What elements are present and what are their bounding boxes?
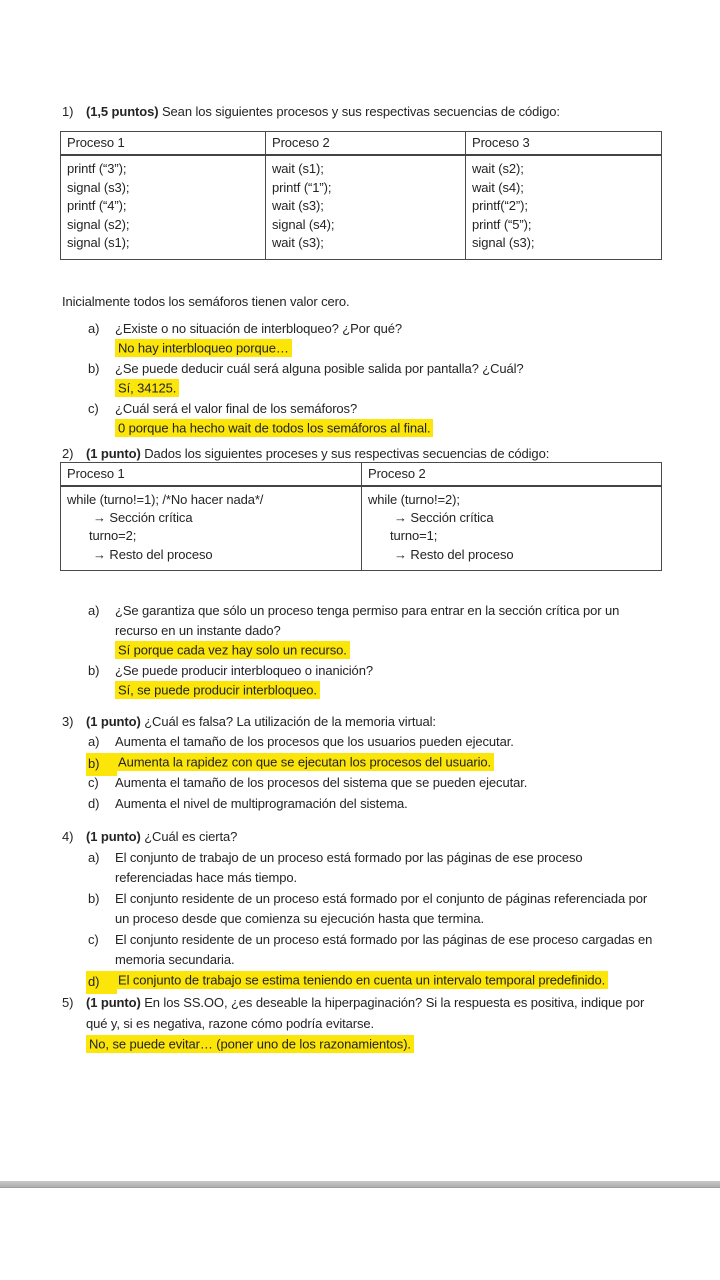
- option-4a-text: El conjunto de trabajo de un proceso está formado por las páginas de ese proceso referenciadas hace más tiempo.: [115, 849, 583, 886]
- code-line: printf (“4”);: [67, 198, 127, 214]
- option-3b: [62, 753, 662, 774]
- code-line: printf(“2”);: [472, 198, 528, 214]
- option-4c: [62, 930, 662, 971]
- table-1-header-proceso-2: Proceso 2: [266, 132, 466, 156]
- question-2-text: Dados los siguientes proceses y sus respectivas secuencias de código:: [144, 445, 550, 461]
- question-2: [62, 445, 662, 701]
- subquestion-1b-text: ¿Se puede deducir cuál será alguna posible salida por pantalla? ¿Cuál?: [115, 360, 524, 376]
- answer-highlight: No, se puede evitar… (poner uno de los razonamientos).: [86, 1035, 414, 1053]
- subquestion-1a: [62, 319, 662, 359]
- question-5-answer: [62, 1034, 662, 1055]
- code-line: wait (s3);: [272, 198, 324, 214]
- question-3-number: 3): [62, 713, 74, 729]
- code-line: signal (s3);: [472, 235, 535, 251]
- option-3a-text: Aumenta el tamaño de los procesos que los usuarios pueden ejecutar.: [115, 734, 514, 750]
- option-3a-label: a): [88, 734, 100, 750]
- question-3-heading: [62, 712, 662, 733]
- table-2-body-row: [61, 486, 662, 570]
- question-4-text: ¿Cuál es cierta?: [144, 829, 238, 845]
- code-line: signal (s3);: [67, 179, 130, 195]
- code-line: → Resto del proceso: [93, 546, 213, 562]
- question-2-number: 2): [62, 445, 74, 461]
- subquestion-2a-text: ¿Se garantiza que sólo un proceso tenga permiso para entrar en la sección crítica por un recurso en un instante dado?: [115, 602, 620, 638]
- code-line: printf (“5”);: [472, 216, 532, 232]
- code-line: signal (s1);: [67, 235, 130, 251]
- table-1-proceso-3-code: [466, 155, 662, 259]
- subquestion-1b-label: b): [88, 360, 100, 376]
- table-1-proceso-1-code: [61, 155, 266, 259]
- option-4b-text: El conjunto residente de un proceso está formado por el conjunto de páginas referenciada por un proceso desde que comienza su ejecución hasta que termina.: [115, 890, 648, 927]
- question-5-text: En los SS.OO, ¿es deseable la hiperpaginación? Si la respuesta es positiva, indique por qué y, si es negativa, razone cómo podría evitarse.: [86, 995, 645, 1031]
- option-4a-label: a): [88, 849, 100, 865]
- question-3-points: (1 punto): [86, 713, 141, 729]
- table-1-header-proceso-3: Proceso 3: [466, 132, 662, 156]
- code-line: turno=2;: [89, 528, 137, 544]
- option-3d: [62, 794, 662, 815]
- question-1-subquestions: [62, 319, 662, 439]
- question-5-points: (1 punto): [86, 995, 141, 1011]
- option-4a: [62, 848, 662, 889]
- table-1-header-proceso-1: Proceso 1: [61, 132, 266, 156]
- option-3c: [62, 773, 662, 794]
- table-2-proceso-2-code: [362, 486, 662, 570]
- question-3: [62, 712, 662, 815]
- table-2-header-row: [61, 462, 662, 486]
- option-3c-text: Aumenta el tamaño de los procesos del sistema que se pueden ejecutar.: [115, 775, 528, 791]
- option-4c-text: El conjunto residente de un proceso está formado por las páginas de ese proceso cargadas en memoria secundaria.: [115, 931, 653, 968]
- subquestion-2a-answer: [115, 641, 662, 661]
- subquestion-1b-answer: [115, 379, 662, 399]
- option-3d-text: Aumenta el nivel de multiprogramación del sistema.: [115, 795, 408, 811]
- subquestion-1c-label: c): [88, 400, 99, 416]
- option-3b-text-highlighted: Aumenta la rapidez con que se ejecutan los procesos del usuario.: [115, 753, 494, 771]
- question-4-points: (1 punto): [86, 829, 141, 845]
- question-1: [62, 103, 662, 439]
- question-1-text: Sean los siguientes procesos y sus respectivas secuencias de código:: [161, 104, 560, 119]
- question-4-number: 4): [62, 829, 74, 845]
- question-5-number: 5): [62, 995, 74, 1011]
- code-line: while (turno!=2);: [368, 491, 460, 507]
- page-bottom-divider: [0, 1181, 720, 1188]
- question-2-heading: [62, 445, 662, 462]
- code-line: signal (s4);: [272, 216, 335, 232]
- answer-highlight: 0 porque ha hecho wait de todos los semáforos al final.: [115, 419, 433, 437]
- code-line: → Resto del proceso: [394, 546, 514, 562]
- subquestion-2b-label: b): [88, 662, 100, 678]
- option-3a: [62, 732, 662, 753]
- code-line: wait (s1);: [272, 161, 324, 176]
- table-1-header-row: [61, 132, 662, 156]
- question-3-text: ¿Cuál es falsa? La utilización de la memoria virtual:: [144, 713, 436, 729]
- subquestion-1a-answer: [115, 339, 662, 359]
- question-1-points: (1,5 puntos): [86, 104, 159, 119]
- table-1-body-row: [61, 155, 662, 259]
- option-4d-label: d): [86, 971, 117, 995]
- subquestion-2a-label: a): [88, 602, 100, 618]
- code-line: turno=1;: [390, 528, 438, 544]
- code-line: printf (“3”);: [67, 161, 127, 176]
- question-4: [62, 827, 662, 991]
- subquestion-1a-text: ¿Existe o no situación de interbloqueo? ¿Por qué?: [115, 320, 403, 336]
- code-line: → Sección crítica: [394, 510, 494, 526]
- question-5-heading: [62, 993, 662, 1034]
- table-2-header-proceso-2: Proceso 2: [362, 462, 662, 486]
- question-2-subquestions: [62, 601, 662, 701]
- code-line: wait (s2);: [472, 161, 524, 176]
- question-5: [62, 993, 662, 1055]
- question-4-heading: [62, 827, 662, 848]
- subquestion-1c-text: ¿Cuál será el valor final de los semáforos?: [115, 400, 358, 416]
- table-2-proceso-1-code: [61, 486, 362, 570]
- subquestion-2b-answer: [115, 681, 662, 701]
- table-2-header-proceso-1: Proceso 1: [61, 462, 362, 486]
- option-3b-label: b): [86, 753, 117, 777]
- option-3c-label: c): [88, 775, 99, 791]
- subquestion-2a: [62, 601, 662, 661]
- process-table-1: [60, 131, 662, 260]
- option-4d: [62, 971, 662, 992]
- question-1-heading: [62, 103, 662, 120]
- answer-highlight: Sí, se puede producir interbloqueo.: [115, 681, 320, 699]
- option-4d-text-highlighted: El conjunto de trabajo se estima teniendo en cuenta un intervalo temporal predefinido.: [115, 971, 608, 989]
- option-4b-label: b): [88, 890, 100, 906]
- option-3d-label: d): [88, 795, 100, 811]
- process-table-2: [60, 462, 662, 571]
- question-2-points: (1 punto): [86, 445, 141, 461]
- subquestion-1b: [62, 359, 662, 399]
- answer-highlight: Sí, 34125.: [115, 379, 179, 397]
- subquestion-1c-answer: [115, 419, 662, 439]
- code-line: signal (s2);: [67, 216, 130, 232]
- option-4c-label: c): [88, 931, 99, 947]
- question-1-number: 1): [62, 104, 74, 119]
- subquestion-1a-label: a): [88, 320, 100, 336]
- option-4b: [62, 889, 662, 930]
- table-1-proceso-2-code: [266, 155, 466, 259]
- code-line: wait (s4);: [472, 179, 524, 195]
- answer-highlight: Sí porque cada vez hay solo un recurso.: [115, 641, 350, 659]
- code-line: → Sección crítica: [93, 510, 193, 526]
- code-line: wait (s3);: [272, 235, 324, 251]
- code-line: while (turno!=1); /*No hacer nada*/: [67, 491, 264, 507]
- subquestion-2b-text: ¿Se puede producir interbloqueo o inanición?: [115, 662, 373, 678]
- subquestion-2b: [62, 661, 662, 701]
- semaphore-note: Inicialmente todos los semáforos tienen valor cero.: [62, 293, 350, 309]
- answer-highlight: No hay interbloqueo porque…: [115, 339, 292, 357]
- code-line: printf (“1”);: [272, 179, 332, 195]
- subquestion-1c: [62, 399, 662, 439]
